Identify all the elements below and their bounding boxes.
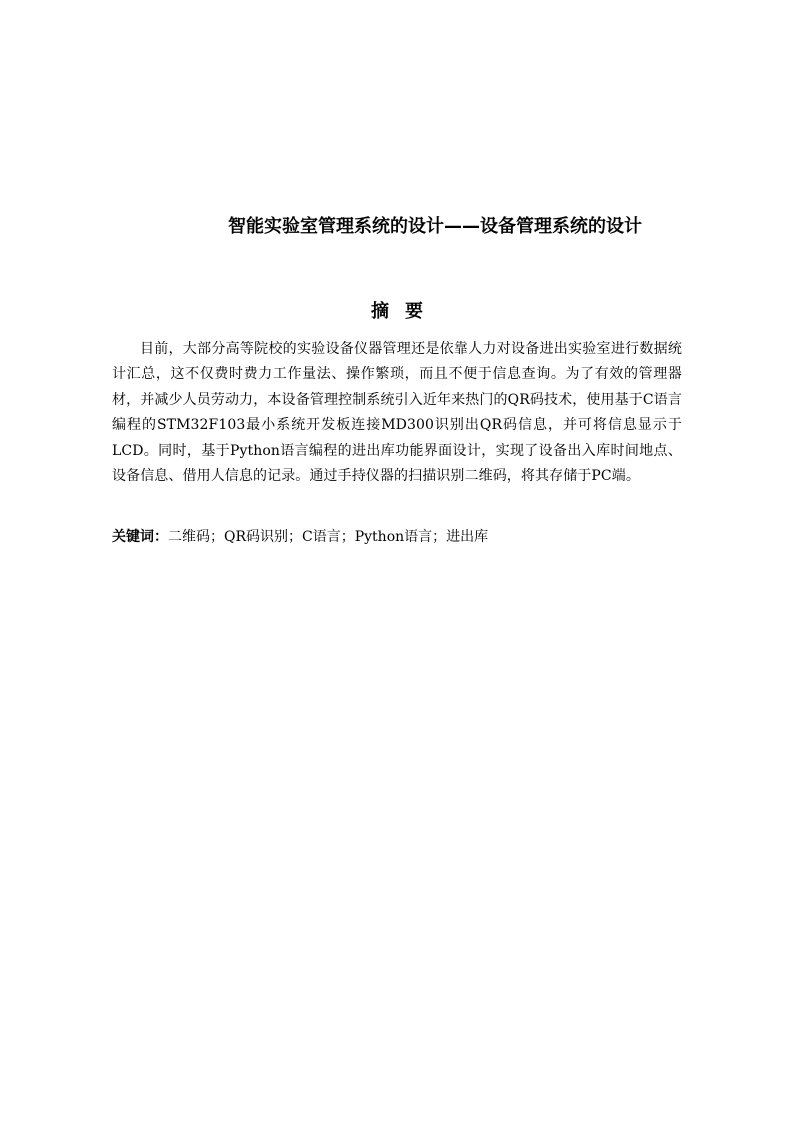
keywords-line [112,525,682,550]
paper-title: 智能实验室管理系统的设计——设备管理系统的设计 [228,216,642,237]
abstract-body: 目前，大部分高等院校的实验设备仪器管理还是依靠人力对设备进出实验室进行数据统计汇总，这不仅费时费力工作量法、操作繁琐，而且不便于信息查询。为了有效的管理器材，并减少人员劳动力，本设备管理控制系统引入近年来热门的QR码技术，使用基于C语言编程的STM32F103最小系统开发板连接MD300识别出QR码信息，并可将信息显示于LCD。同时，基于Python语言编程的进出库功能界面设计，实现了设备出入库时间地点、设备信息、借用人信息的记录。通过手持仪器的扫描识别二维码，将其存储于PC端。 [112,341,682,485]
keywords-label: 关键词： [112,529,168,545]
keywords-text: 二维码；QR码识别；C语言；Python语言；进出库 [168,529,489,545]
abstract-heading: 摘要 [371,301,439,322]
